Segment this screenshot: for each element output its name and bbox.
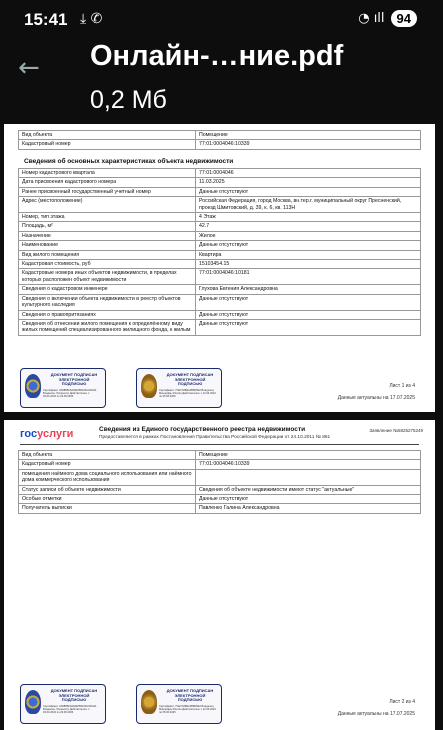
viewer-header bbox=[0, 40, 443, 124]
row-value: Помещение bbox=[196, 451, 421, 460]
row-label: Кадастровые номера иных объектов недвижимости, в пределах которых расположен объект недвижимости bbox=[19, 269, 196, 285]
row-label: Дата присвоения кадастрового номера bbox=[19, 178, 196, 187]
row-value: Помещение bbox=[196, 131, 421, 140]
table-row bbox=[19, 460, 421, 469]
row-value: Данные отсутствуют bbox=[196, 187, 421, 196]
row-label: Сведения о включении объекта недвижимости в реестр объектов культурного наследия bbox=[19, 294, 196, 310]
table-row bbox=[19, 197, 421, 213]
table-row bbox=[19, 495, 421, 504]
row-label: Сведения о кадастровом инженере bbox=[19, 285, 196, 294]
table-row bbox=[19, 250, 421, 259]
table-row bbox=[19, 169, 421, 178]
table-row bbox=[19, 485, 421, 494]
row-label: Кадастровый номер bbox=[19, 140, 196, 149]
application-number: Заявление №5825275249 bbox=[369, 428, 423, 433]
row-label: Кадастровая стоимость, руб bbox=[19, 260, 196, 269]
row-label: Кадастровый номер bbox=[19, 460, 196, 469]
row-label: Получатель выписки bbox=[19, 504, 196, 513]
emblem-icon bbox=[25, 374, 41, 398]
file-size: 0,2 Мб bbox=[90, 86, 167, 114]
row-label: Статус записи об объекте недвижимости bbox=[19, 485, 196, 494]
row-label: Ранее присвоенный государственный учетный номер bbox=[19, 187, 196, 196]
row-label: Вид объекта bbox=[19, 451, 196, 460]
row-label: Адрес (местоположение) bbox=[19, 197, 196, 213]
status-bar bbox=[0, 0, 443, 40]
row-label: Наименование bbox=[19, 241, 196, 250]
signature-stamp-1: ДОКУМЕНТ ПОДПИСАН ЭЛЕКТРОННОЙ ПОДПИСЬЮ Сертификат: 3A9B55F6A94E7B0C0F21D4A1 Владелец: Росреестр Действителен: с 03.04.2024 по 29.06.2026 bbox=[20, 684, 106, 724]
row-value: Квартира bbox=[196, 250, 421, 259]
row-label: Вид жилого помещения bbox=[19, 250, 196, 259]
characteristics-table bbox=[18, 168, 421, 336]
row-value: Павленко Галина Александровна bbox=[196, 504, 421, 513]
table-row bbox=[19, 231, 421, 240]
signature-stamp-2: ДОКУМЕНТ ПОДПИСАН ЭЛЕКТРОННОЙ ПОДПИСЬЮ Сертификат: 7CE7A0B9A1B6D5E2 Владелец: Минцифры России Действителен: с 12.03.2024 по 05.06.2025 bbox=[136, 368, 222, 408]
row-label: Сведения об отнесении жилого помещения к определённому виду жилых помещений специализированного жилищного фонда, к жилым bbox=[19, 319, 196, 335]
table-row bbox=[19, 269, 421, 285]
row-value: Глухова Евгения Александровна bbox=[196, 285, 421, 294]
table-row bbox=[19, 260, 421, 269]
row-value: Жилое bbox=[196, 231, 421, 240]
row-value: 4 Этаж bbox=[196, 213, 421, 222]
table-row bbox=[19, 285, 421, 294]
row-value: Данные отсутствуют bbox=[196, 310, 421, 319]
table-row bbox=[19, 504, 421, 513]
emblem-icon bbox=[141, 690, 157, 714]
row-value: Российская Федерация, город Москва, вн.тер.г. муниципальный округ Пресненский, проезд Шмитовский, д. 39, к. 6, кв. 113Н bbox=[196, 197, 421, 213]
table-row bbox=[19, 222, 421, 231]
row-value: Данные отсутствуют bbox=[196, 495, 421, 504]
table-row bbox=[19, 178, 421, 187]
table-row bbox=[19, 187, 421, 196]
row-value: 77:01:0004046:10339 bbox=[196, 140, 421, 149]
signature-stamp-1: ДОКУМЕНТ ПОДПИСАН ЭЛЕКТРОННОЙ ПОДПИСЬЮ Сертификат: 3A9B55F6A94E7B0C0F21D4A1 Владелец: Росреестр Действителен: с 03.04.2024 по 29.06.2026 bbox=[20, 368, 106, 408]
row-value: 77:01:0004046:10339 bbox=[196, 460, 421, 469]
notification-icons: ⤓ ✆ bbox=[80, 11, 103, 27]
actual-date: Данные актуальны на 17.07.2025 bbox=[337, 711, 415, 717]
row-value: 15103454.15 bbox=[196, 260, 421, 269]
row-label: Сведения о правопритязаниях bbox=[19, 310, 196, 319]
row-label: Назначение bbox=[19, 231, 196, 240]
row-value: 42.7 bbox=[196, 222, 421, 231]
table-row bbox=[19, 451, 421, 460]
emblem-icon bbox=[141, 374, 157, 398]
status-time: 15:41 bbox=[24, 10, 68, 29]
row-value: Данные отсутствуют bbox=[196, 294, 421, 310]
page-number: Лист 2 из 4 bbox=[389, 699, 415, 705]
table-row bbox=[19, 469, 421, 485]
table-row bbox=[19, 213, 421, 222]
document-title: Сведения из Единого государственного реестра недвижимости bbox=[99, 426, 306, 433]
gosuslugi-logo: госуслуги bbox=[20, 428, 74, 440]
document-subtitle: Предоставляется в рамках Постановления Правительства Российской Федерации от 24.10.2011 № 861 bbox=[99, 435, 331, 440]
row-label: Особые отметки bbox=[19, 495, 196, 504]
row-value: Данные отсутствуют bbox=[196, 241, 421, 250]
page-number: Лист 1 из 4 bbox=[389, 383, 415, 389]
pdf-page-2[interactable] bbox=[4, 420, 435, 730]
table-row bbox=[19, 140, 421, 149]
back-arrow-icon[interactable]: ← bbox=[18, 53, 40, 83]
row-label: Вид объекта bbox=[19, 131, 196, 140]
row-value: 77:01:0004046:10181 bbox=[196, 269, 421, 285]
section-title: Сведения об основных характеристиках объекта недвижимости bbox=[24, 158, 234, 165]
pdf-page-1[interactable] bbox=[4, 124, 435, 412]
table-row bbox=[19, 294, 421, 310]
signature-stamp-2: ДОКУМЕНТ ПОДПИСАН ЭЛЕКТРОННОЙ ПОДПИСЬЮ Сертификат: 7CE7A0B9A1B6D5E2 Владелец: Минцифры России Действителен: с 12.03.2024 по 05.06.2025 bbox=[136, 684, 222, 724]
record-table bbox=[18, 450, 421, 514]
row-value bbox=[196, 469, 421, 485]
battery-icon: 94 bbox=[391, 10, 417, 27]
object-table bbox=[18, 130, 421, 150]
row-value: 77:01:0004046 bbox=[196, 169, 421, 178]
row-value: Данные отсутствуют bbox=[196, 319, 421, 335]
divider bbox=[20, 444, 419, 445]
table-row bbox=[19, 241, 421, 250]
table-row bbox=[19, 310, 421, 319]
file-title: Онлайн-…ние.pdf bbox=[90, 40, 344, 72]
row-label: Площадь, м² bbox=[19, 222, 196, 231]
emblem-icon bbox=[25, 690, 41, 714]
row-value: 11.03.2025 bbox=[196, 178, 421, 187]
row-label: помещения наёмного дома социального использования или наёмного дома коммерческого использования bbox=[19, 469, 196, 485]
table-row bbox=[19, 319, 421, 335]
table-row bbox=[19, 131, 421, 140]
row-label: Номер, тип этажа bbox=[19, 213, 196, 222]
actual-date: Данные актуальны на 17.07.2025 bbox=[337, 395, 415, 401]
row-value: Сведения об объекте недвижимости имеют статус "актуальные" bbox=[196, 485, 421, 494]
row-label: Номер кадастрового квартала bbox=[19, 169, 196, 178]
signal-icon: ◔ ıll bbox=[358, 11, 385, 26]
